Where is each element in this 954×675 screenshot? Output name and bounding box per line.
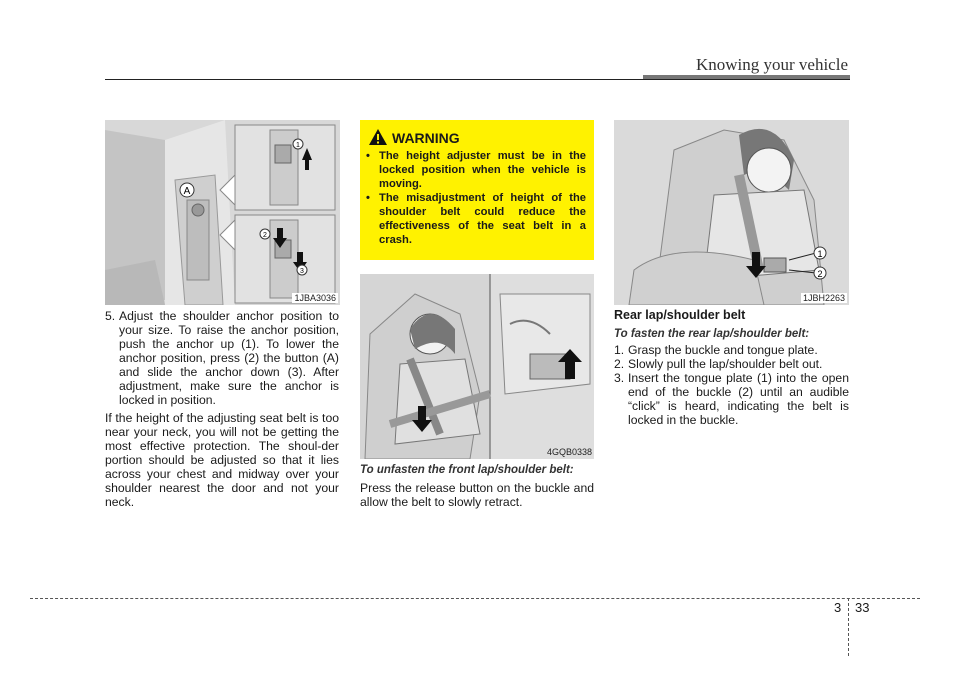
- fasten-steps: [614, 343, 849, 427]
- page-number: 33: [855, 600, 870, 615]
- rear-belt-heading: Rear lap/shoulder belt: [614, 308, 746, 322]
- chapter-number: 3: [834, 600, 842, 615]
- section-title: Knowing your vehicle: [695, 55, 848, 74]
- callout-1: 1: [817, 249, 823, 259]
- col1-paragraph: If the height of the adjusting seat belt is too near your neck, you will not be getting the most effective protection. The shoul-der portion should be adjusted so that it lies across your chest and midway over your shoulder nearest the door and not your neck.: [105, 411, 339, 509]
- warning-triangle-icon: [368, 128, 388, 146]
- col3-text: [614, 308, 849, 427]
- header-rule: [105, 79, 850, 80]
- warning-item: • The misadjustment of height of the shoulder belt could reduce the effectiveness of the seat belt in a crash.: [366, 192, 586, 246]
- callout-2: 2: [817, 269, 823, 279]
- col2-text: [360, 463, 594, 509]
- step-1: 1. Grasp the buckle and tongue plate.: [614, 343, 818, 357]
- unfasten-belt-illustration: [360, 274, 594, 459]
- rear-belt-illustration: [614, 120, 849, 305]
- callout-3: 3: [300, 268, 304, 275]
- figure-code: 4GQB0338: [546, 447, 592, 457]
- unfasten-belt-figure: [360, 274, 594, 459]
- callout-a: A: [183, 186, 191, 197]
- callout-2: 2: [263, 232, 267, 239]
- subtitle-fasten: To fasten the rear lap/shoulder belt:: [614, 328, 810, 340]
- callout-1: 1: [296, 142, 300, 149]
- subtitle-unfasten: To unfasten the front lap/shoulder belt:: [360, 464, 574, 476]
- footer-rule: [30, 598, 920, 599]
- anchor-adjust-figure: [105, 120, 340, 305]
- footer-divider: [848, 598, 849, 656]
- figure-code: 1JBH2263: [802, 293, 845, 303]
- warning-item: • The height adjuster must be in the locked position when the vehicle is moving.: [366, 150, 586, 190]
- col1-text: [105, 309, 339, 509]
- col2-paragraph: Press the release button on the buckle and allow the belt to slowly retract.: [360, 481, 594, 509]
- step-text: Adjust the shoulder anchor position to your size. To raise the anchor position, push the anchor up (1). To lower the anchor position, press (2) the button (A) and slide the anchor down (3). After adjustment, make sure the anchor is locked in position.: [119, 309, 339, 407]
- rear-belt-figure: [614, 120, 849, 305]
- warning-list: [366, 149, 586, 247]
- anchor-adjust-illustration: [105, 120, 340, 305]
- step-5: [105, 309, 339, 407]
- figure-code: 1JBA3036: [294, 293, 336, 303]
- step-3: 3. Insert the tongue plate (1) into the open end of the buckle (2) until an audible “click” is heard, indicating the belt is locked in the buckle.: [614, 371, 849, 427]
- warning-box: [360, 120, 594, 260]
- step-2: 2. Slowly pull the lap/shoulder belt out.: [614, 357, 823, 371]
- warning-title: WARNING: [392, 130, 460, 146]
- step-number: 5.: [105, 309, 116, 323]
